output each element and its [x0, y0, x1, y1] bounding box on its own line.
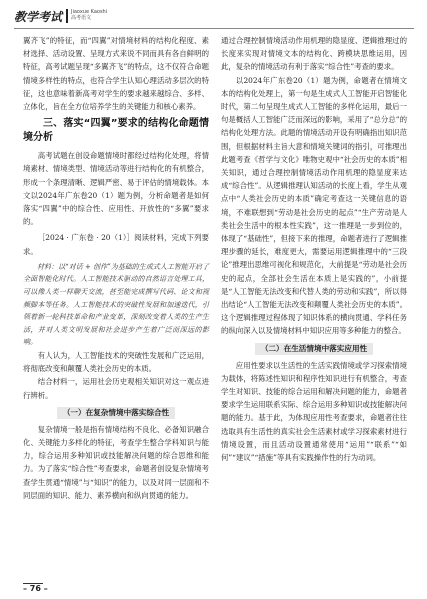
- material-quote: 材料：以“对话 + 创作”为基础的生成式人工智能开启了全面智能化时代。人工智能技术驱动的自然语言处理工具，可以像人类一样聊天交流，甚至能完成撰写代码、论文和视频脚本等任务。人工智能技术的突破性发展和加速迭代，引领着新一轮科技革命和产业变革，深刻改变着人类的生产生活，并对人类文明发展和社会进步产生着广泛而深远的影响。: [23, 262, 209, 347]
- header-rule: [14, 28, 414, 29]
- paragraph: 以2024年广东卷20（1）题为例，命题者在情境文本的结构化处理上，第一句是生成式人工智能开启智能化时代，第二句呈现生成式人工智能的多样化运用，最后一句是概括人工智能广泛而深远的影响，采用了“总分总”的结构化处理方法。此题的情境活动开设有明确指出知识范围，但根据材料主旨大意和情境关键词的指引，可推理出此题考查《哲学与文化》唯物史观中“社会历史的本质”相关知识，通过合理控制情境活动作用机理的隐显度来达成“综合性”。从逻辑推理认知活动的长度上看，学生从观点中“人类社会历史的本质”确定考查这一关键信息的语境，不难联想到“劳动是社会历史的起点”“生产劳动是人类社会生活中的根本性实践”，这一推理是一步到位的，体现了“基础性”，但接下来的推理，命题者进行了逻辑推理步骤的延长，难度更大，需要运用逻辑推理中的“三段论”推理出思维可视化和规范化，大前提是“劳动是社会历史的起点，全部社会生活在本质上是实践的”，小前提是“人工智能无法改变和代替人类的劳动和实践”，所以得出结论“人工智能无法改变和颠覆人类社会历史的本质”。这个逻辑推理过程体现了知识体系的横向贯通、学科任务的纵向深入以及情境材料中知识应用等多种能力的整合。: [221, 75, 407, 336]
- paragraph: 有人认为，人工智能技术的突破性发展和广泛运用，将彻底改变和颠覆人类社会历史的本质。: [23, 351, 209, 374]
- left-column: [23, 34, 209, 502]
- paragraph: 复杂情境一般是指有情境结构不良化、必备知识融合化、关键能力多样化的特征，考查学生整合学科知识与能力，综合运用多种知识或技能解决问题的综合思维和能力。为了落实“综合性”考查要求，命题者创设复杂情境考查学生贯通“情境”与“知识”的能力，以及对同一层面和不同层面的知识、能力、素养横向和纵向贯通的能力。: [23, 424, 209, 500]
- paragraph: 结合材料一，运用社会历史观相关知识对这一观点进行辨析。: [23, 377, 209, 400]
- journal-subtitle: Jiaoxue Kaoshi 高考语文: [71, 9, 108, 21]
- question-task: ［2024 · 广东卷 · 20（1）］阅读材料，完成下列要求。: [23, 233, 209, 256]
- paragraph: 通过合理控制情境活动作用机理的隐显度、逻辑推理过的长度来实现对情境文本的结构化、跨模块思维运用，因此，复杂的情境活动有利于落实“综合性”考查的要求。: [221, 36, 407, 72]
- right-column: [221, 34, 407, 464]
- paragraph: 高考试题在创设命题情境时都经过结构化处理，将情境素材、情境类型、情境活动等进行结构化的有机整合，形成一个条理清晰、逻辑严密、易于评估的情境载体。本文以2024年广东卷20（1）题为例，分析命题者是如何落实“四翼”中的综合性、应用性、开放性的“多翼”要求的。: [23, 151, 209, 227]
- page-number: – 76 –: [23, 584, 48, 593]
- subsection-heading: （一）在复杂情境中落实综合性: [23, 407, 209, 419]
- paragraph: 应用性要求以生活性的生活实践情境或学习探索情境为载体，将陈述性知识和程序性知识进行有机整合，考查学生对知识、技能的综合运用和解决问题的能力，命题者要求学生运用联系实际、综合运用多种知识或技能解决问题的能力。基于此，为体现应用性考查要求，命题者往往选取具有生活性的真实社会生活素材或学习探索素材进行情境设置，而且活动设置通常使用“运用”“联系”“如何”“建议”“措施”等具有实践操作性的行为动词。: [221, 360, 407, 463]
- page-header: [14, 6, 414, 28]
- section-heading: 三、落实“四翼”要求的结构化命题情境分析: [23, 118, 209, 144]
- logo-separator: [66, 9, 68, 23]
- subsection-heading: （二）在生活情境中落实应用性: [221, 343, 407, 355]
- journal-logo: 教学考试: [14, 10, 63, 24]
- paragraph: 翼齐飞”的特征，而“四翼”对情境材料的结构化程度、素材选择、活动设置、呈现方式来说不同而具有各自鲜明的特征，高考试题呈现“多翼齐飞”的特点，这不仅符合命题情境多样性的特点，也符合学生认知心理活动多层次的特征，这也意味着新高考对学生的要求越来越综合、多样、立体化，旨在全方位培养学生的关键能力和核心素养。: [23, 36, 209, 112]
